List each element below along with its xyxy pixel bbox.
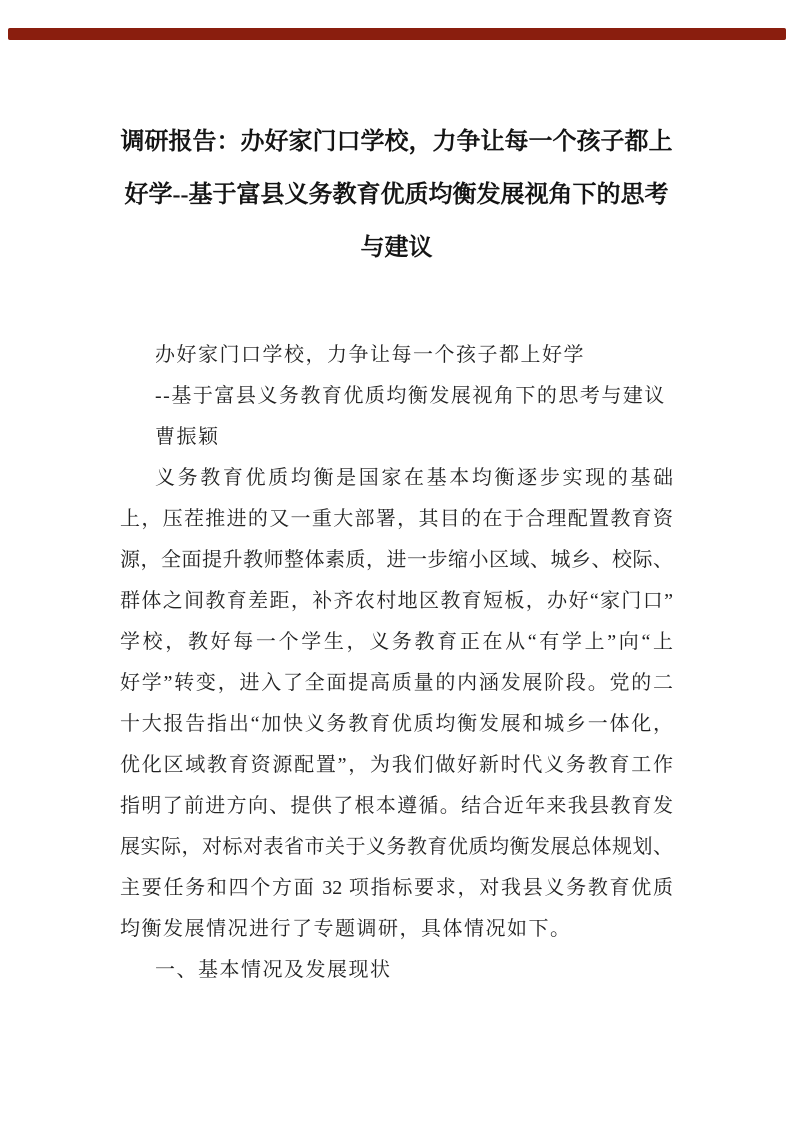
body-line: 指明了前进方向、提供了根本遵循。结合近年来我县教育发 — [120, 795, 673, 817]
body-line: 一、基本情况及发展现状 — [155, 959, 392, 981]
body-line: 办好家门口学校，力争让每一个孩子都上好学 — [155, 344, 585, 366]
body-line: 义务教育优质均衡是国家在基本均衡逐步实现的基础 — [155, 467, 673, 489]
body-line: 均衡发展情况进行了专题调研，具体情况如下。 — [120, 918, 572, 940]
body-line: 好学”转变，进入了全面提高质量的内涵发展阶段。党的二 — [120, 672, 673, 694]
body-line: 展实际，对标对表省市关于义务教育优质均衡发展总体规划、 — [120, 836, 673, 858]
document-content — [120, 0, 673, 991]
body-line: 曹振颖 — [155, 426, 220, 448]
body-line: 源，全面提升教师整体素质，进一步缩小区域、城乡、校际、 — [120, 549, 673, 571]
body-line: 优化区域教育资源配置”，为我们做好新时代义务教育工作 — [120, 754, 673, 776]
document-body — [120, 335, 673, 991]
title-line: 好学--基于富县义务教育优质均衡发展视角下的思考 — [124, 182, 669, 208]
body-line: 十大报告指出“加快义务教育优质均衡发展和城乡一体化， — [120, 713, 673, 735]
body-line: 上，压茬推进的又一重大部署，其目的在于合理配置教育资 — [120, 508, 673, 530]
body-line: --基于富县义务教育优质均衡发展视角下的思考与建议 — [155, 385, 666, 407]
document-title — [120, 116, 673, 275]
body-line: 群体之间教育差距，补齐农村地区教育短板，办好“家门口” — [120, 590, 673, 612]
title-line: 与建议 — [360, 235, 433, 261]
body-line: 学校，教好每一个学生，义务教育正在从“有学上”向“上 — [120, 631, 673, 653]
body-line: 主要任务和四个方面 32 项指标要求，对我县义务教育优质 — [120, 877, 673, 899]
title-line: 调研报告：办好家门口学校，力争让每一个孩子都上 — [120, 129, 673, 155]
